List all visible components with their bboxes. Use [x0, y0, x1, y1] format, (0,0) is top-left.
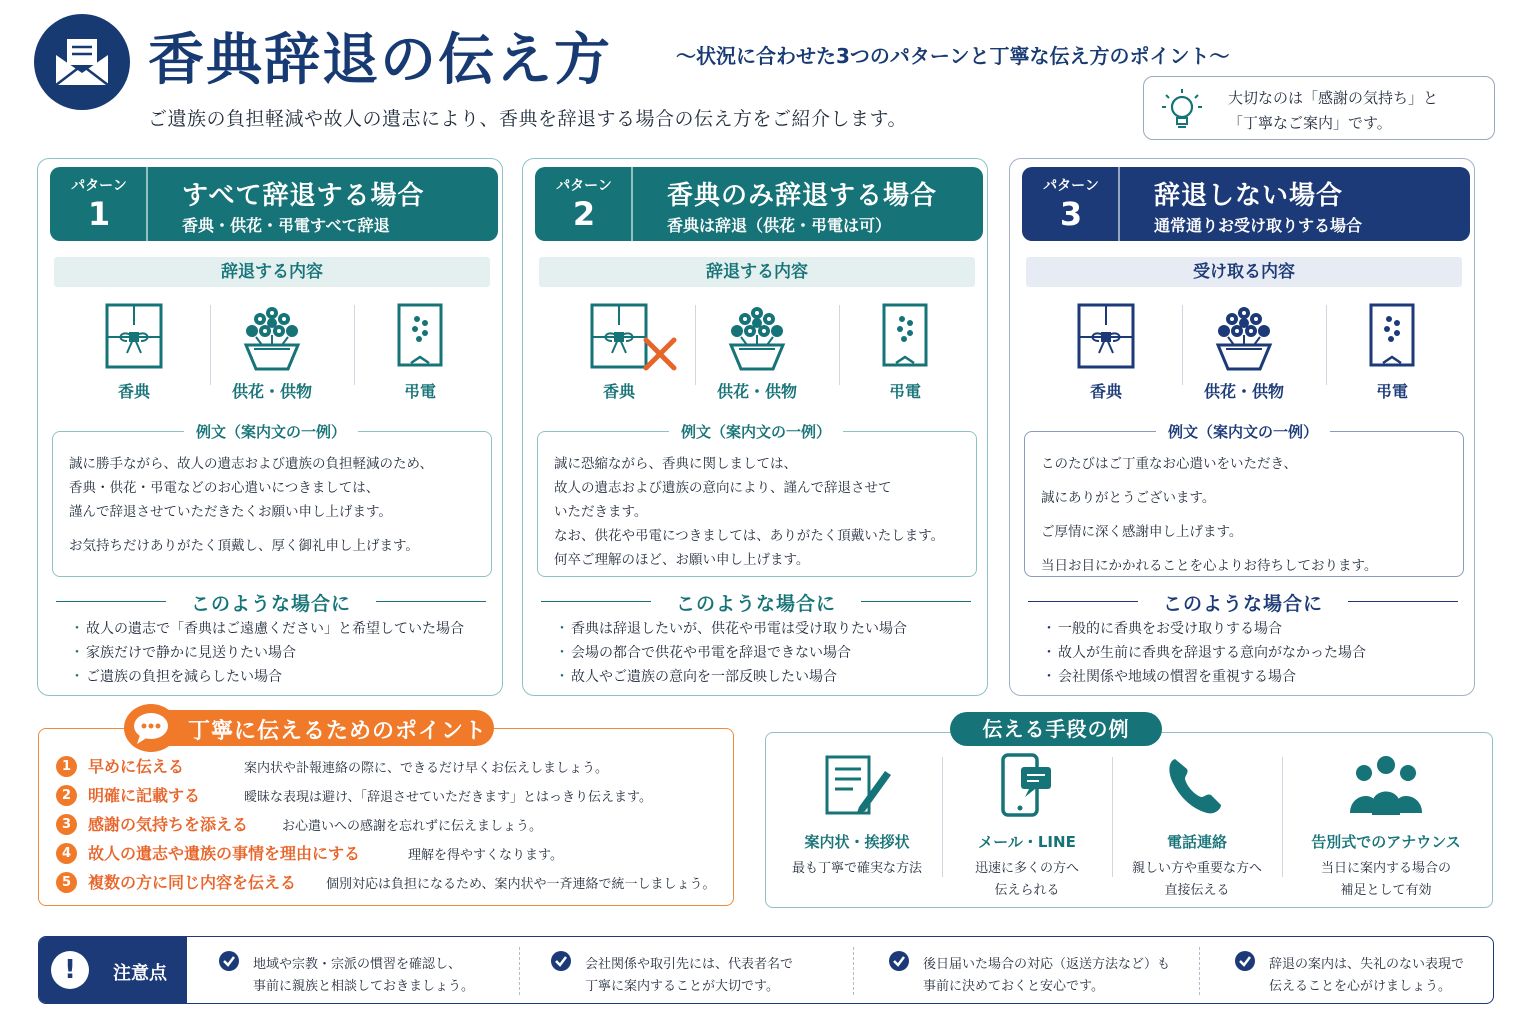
pattern-tag — [50, 167, 148, 241]
pattern-card-3 — [1009, 158, 1475, 696]
example-title: 例文（案内文の一例） — [523, 421, 989, 442]
content-item — [1036, 297, 1176, 407]
example-line: いただきます。 — [554, 504, 648, 520]
phone-icon — [1112, 753, 1282, 819]
point-number: 3 — [56, 814, 77, 835]
pattern-header — [535, 167, 983, 241]
list-item: ・ ご遺族の負担を減らしたい場合 — [70, 665, 464, 689]
telegram-card-icon — [350, 301, 490, 373]
list-item: ・ 家族だけで静かに見送りたい場合 — [70, 641, 464, 665]
pattern-header — [50, 167, 498, 241]
divider — [839, 305, 840, 385]
list-item: ・ 故人の遺志で「香典はご遠慮ください」と希望していた場合 — [70, 617, 464, 641]
points-title: 丁寧に伝えるためのポイント — [188, 719, 488, 744]
point-number: 4 — [56, 843, 77, 864]
situation-list — [555, 617, 907, 689]
people-icon — [1284, 753, 1488, 819]
content-band: 辞退する内容 — [539, 257, 975, 287]
note-text: 地域や宗教・宗派の慣習を確認し、 — [253, 957, 462, 972]
example-box — [537, 431, 977, 577]
pattern-tag-label: パターン — [71, 178, 127, 194]
example-line: ご厚情に深く感謝申し上げます。 — [1041, 524, 1243, 540]
list-item: ・ 故人やご遺族の意向を一部反映したい場合 — [555, 665, 907, 689]
situation-title: このような場合に — [675, 593, 836, 615]
divider — [1182, 305, 1183, 385]
point-desc: 理解を得やすくなります。 — [408, 848, 563, 863]
pattern-number: 1 — [87, 195, 111, 233]
letter-pen-icon — [772, 753, 942, 819]
point-desc: お心遣いへの感謝を忘れずに伝えましょう。 — [282, 819, 543, 834]
content-item — [549, 297, 689, 407]
divider — [1199, 947, 1200, 995]
example-line: 誠にありがとうございます。 — [1041, 490, 1216, 506]
content-items — [1026, 297, 1462, 407]
means-item-title: 告別式でのアナウンス — [1311, 833, 1461, 851]
content-items — [539, 297, 975, 407]
divider — [1326, 305, 1327, 385]
point-number: 1 — [56, 756, 77, 777]
content-item — [687, 297, 827, 407]
list-item: ・ 会場の都合で供花や弔電を辞退できない場合 — [555, 641, 907, 665]
exclamation-icon: ! — [51, 951, 89, 989]
pattern-card-2 — [522, 158, 988, 696]
flower-offering-icon — [687, 301, 827, 377]
example-line: 何卒ご理解のほど、お願い申し上げます。 — [554, 552, 810, 568]
check-icon — [219, 951, 239, 971]
note-text: 伝えることを心がけましょう。 — [1269, 979, 1452, 994]
example-line: 謹んで辞退させていただきたくお願い申し上げます。 — [69, 504, 392, 520]
example-box — [52, 431, 492, 577]
means-item — [1284, 753, 1488, 903]
list-item: ・ 会社関係や地域の慣習を重視する場合 — [1042, 665, 1366, 689]
content-band: 辞退する内容 — [54, 257, 490, 287]
content-item-label: 香典 — [117, 382, 150, 401]
situation-title: このような場合に — [1162, 593, 1323, 615]
content-item-label: 香典 — [1089, 382, 1122, 401]
means-item — [1112, 753, 1282, 903]
pattern-tag-label: パターン — [1043, 178, 1099, 194]
means-item-title: 案内状・挨拶状 — [804, 833, 910, 851]
example-line: 当日お目にかかれることを心よりお待ちしております。 — [1041, 558, 1378, 574]
content-item-label: 香典 — [602, 382, 635, 401]
example-line: なお、供花や弔電につきましては、ありがたく頂戴いたします。 — [554, 528, 945, 544]
speech-bubble-icon — [124, 704, 178, 752]
means-title: 伝える手段の例 — [950, 712, 1162, 746]
check-icon — [1235, 951, 1255, 971]
content-item — [202, 297, 342, 407]
means-item-title: メール・LINE — [978, 833, 1076, 851]
divider — [354, 305, 355, 385]
content-item-label: 供花・供物 — [716, 382, 797, 401]
divider — [519, 947, 520, 995]
example-title: 例文（案内文の一例） — [1010, 421, 1476, 442]
means-item-desc: 当日に案内する場合の — [1320, 861, 1451, 876]
point-desc: 案内状や訃報連絡の際に、できるだけ早くお伝えしましょう。 — [244, 761, 609, 776]
pattern-number: 3 — [1059, 195, 1083, 233]
divider — [210, 305, 211, 385]
content-band: 受け取る内容 — [1026, 257, 1462, 287]
smartphone-icon — [942, 753, 1112, 819]
note-text: 会社関係や取引先には、代表者名で — [585, 957, 794, 972]
means-item-desc: 伝えられる — [994, 883, 1060, 898]
means-item-desc: 補足として有効 — [1340, 883, 1432, 898]
example-line: このたびはご丁重なお心遣いをいただき、 — [1041, 456, 1297, 472]
page-subtitle: 〜状況に合わせた3つのパターンと丁寧な伝え方のポイント〜 — [676, 44, 1230, 68]
note-text: 事前に親族と相談しておきましょう。 — [253, 979, 475, 994]
pattern-title: すべて辞退する場合 — [182, 181, 425, 211]
pattern-tag — [1022, 167, 1120, 241]
point-key: 明確に記載する — [88, 786, 201, 805]
pattern-header — [1022, 167, 1470, 241]
list-item: ・ 香典は辞退したいが、供花や弔電は受け取りたい場合 — [555, 617, 907, 641]
example-line: 誠に恐縮ながら、香典に関しましては、 — [554, 456, 797, 472]
point-desc: 個別対応は負担になるため、案内状や一斉連絡で統一しましょう。 — [326, 877, 716, 892]
point-desc: 曖昧な表現は避け、「辞退させていただきます」とはっきり伝えます。 — [244, 790, 652, 805]
pattern-tag — [535, 167, 633, 241]
example-line: 誠に勝手ながら、故人の遺志および遺族の負担軽減のため、 — [69, 456, 433, 472]
content-item — [350, 297, 490, 407]
hint-text-2: 「丁寧なご案内」です。 — [1228, 114, 1392, 132]
pattern-number: 2 — [572, 195, 596, 233]
content-item-label: 供花・供物 — [231, 382, 312, 401]
telegram-card-icon — [835, 301, 975, 373]
notes-header — [39, 937, 187, 1004]
pattern-subtitle: 通常通りお受け取りする場合 — [1154, 216, 1363, 235]
means-item-title: 電話連絡 — [1166, 833, 1227, 851]
content-item-label: 弔電 — [403, 382, 436, 401]
lightbulb-icon — [1158, 87, 1206, 133]
example-line: お気持ちだけありがたく頂戴し、厚く御礼申し上げます。 — [69, 538, 419, 554]
example-line: 香典・供花・弔電などのお心遣いにつきましては、 — [69, 480, 380, 496]
pattern-subtitle: 香典・供花・弔電すべて辞退 — [182, 216, 390, 235]
means-item — [772, 753, 942, 903]
notes-bar — [38, 936, 1494, 1004]
notes-title: 注意点 — [113, 963, 167, 984]
means-item-desc: 最も丁寧で確実な方法 — [791, 861, 922, 876]
flower-offering-icon — [1174, 301, 1314, 377]
list-item: ・ 一般的に香典をお受け取りする場合 — [1042, 617, 1366, 641]
content-item — [835, 297, 975, 407]
flower-offering-icon — [202, 301, 342, 377]
divider — [853, 947, 854, 995]
content-item-label: 弔電 — [1375, 382, 1408, 401]
situation-title: このような場合に — [190, 593, 351, 615]
situation-list — [1042, 617, 1366, 689]
divider — [695, 305, 696, 385]
point-key: 早めに伝える — [88, 757, 185, 776]
point-key: 複数の方に同じ内容を伝える — [88, 873, 297, 892]
check-icon — [551, 951, 571, 971]
means-box — [765, 732, 1493, 908]
pattern-title: 香典のみ辞退する場合 — [667, 181, 938, 211]
means-item-desc: 迅速に多くの方へ — [974, 861, 1079, 876]
pattern-subtitle: 香典は辞退（供花・弔電は可） — [667, 216, 892, 235]
point-key: 故人の遺志や遺族の事情を理由にする — [88, 844, 361, 863]
means-item — [942, 753, 1112, 903]
check-icon — [889, 951, 909, 971]
divider — [1282, 757, 1283, 877]
hint-text-1: 大切なのは「感謝の気持ち」と — [1228, 89, 1439, 107]
hint-box — [1143, 76, 1495, 140]
content-item-label: 供花・供物 — [1203, 382, 1284, 401]
note-text: 後日届いた場合の対応（返送方法など）も — [923, 957, 1171, 972]
means-item-desc: 直接伝える — [1164, 883, 1230, 898]
koden-gift-icon — [64, 301, 204, 373]
point-key: 感謝の気持ちを添える — [88, 815, 249, 834]
koden-gift-icon — [1036, 301, 1176, 373]
example-box — [1024, 431, 1464, 577]
means-item-desc: 親しい方や重要な方へ — [1131, 861, 1262, 876]
point-number: 2 — [56, 785, 77, 806]
point-number: 5 — [56, 872, 77, 893]
points-header — [126, 710, 494, 746]
content-item — [1322, 297, 1462, 407]
example-title: 例文（案内文の一例） — [38, 421, 504, 442]
page-lead: ご遺族の負担軽減や故人の遺志により、香典を辞退する場合の伝え方をご紹介します。 — [148, 108, 907, 130]
envelope-icon — [34, 14, 130, 110]
pattern-card-1 — [37, 158, 503, 696]
list-item: ・ 故人が生前に香典を辞退する意向がなかった場合 — [1042, 641, 1366, 665]
telegram-card-icon — [1322, 301, 1462, 373]
content-items — [54, 297, 490, 407]
note-text: 辞退の案内は、失礼のない表現で — [1269, 957, 1465, 972]
content-item — [1174, 297, 1314, 407]
pattern-title: 辞退しない場合 — [1154, 181, 1344, 211]
content-item-label: 弔電 — [888, 382, 921, 401]
pattern-tag-label: パターン — [556, 178, 612, 194]
content-item — [64, 297, 204, 407]
note-text: 丁寧に案内することが大切です。 — [585, 979, 779, 994]
note-text: 事前に決めておくと安心です。 — [923, 979, 1104, 994]
example-line: 故人の遺志および遺族の意向により、謹んで辞退させて — [554, 480, 892, 496]
page-title: 香典辞退の伝え方 — [148, 28, 612, 93]
situation-list — [70, 617, 464, 689]
